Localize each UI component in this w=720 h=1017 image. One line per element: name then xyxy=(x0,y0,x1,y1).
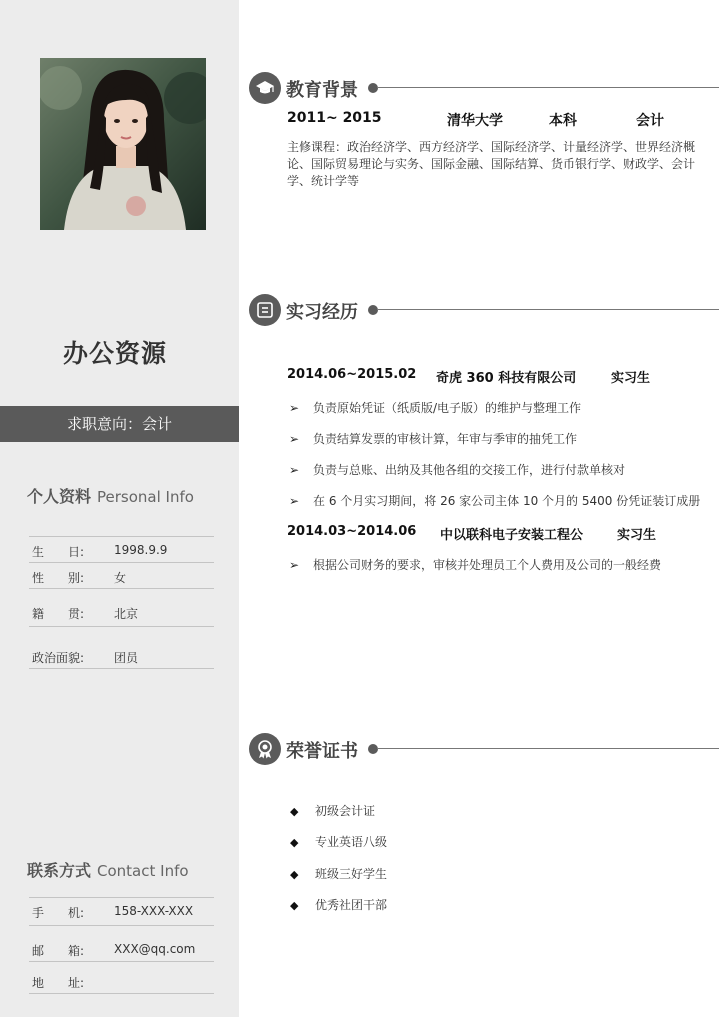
info-row-political-status xyxy=(29,643,214,669)
info-value: 女 xyxy=(114,571,127,585)
personal-info-title-en: Personal Info xyxy=(97,488,194,506)
info-value: 1998.9.9 xyxy=(114,543,168,557)
contact-info-title-cn: 联系方式 xyxy=(27,861,92,880)
job-intent-text: 求职意向：会计 xyxy=(66,415,172,433)
honors-title: 荣誉证书 xyxy=(286,741,358,762)
job-bullet-text: 负责结算发票的审核计算，年审与季审的抽凭工作 xyxy=(313,432,578,446)
info-label: 政治面貌: xyxy=(32,651,85,665)
honor-item xyxy=(290,802,375,819)
contact-label: 手 机: xyxy=(32,906,85,920)
arrow-bullet-icon: ➢ xyxy=(289,432,300,446)
job-bullet-text: 根据公司财务的要求，审核并处理员工个人费用及公司的一般经费 xyxy=(313,558,662,572)
info-row-birthday xyxy=(29,536,214,563)
contact-value: 158-XXX-XXX xyxy=(114,904,194,918)
job-role: 实习生 xyxy=(611,371,651,386)
honor-item xyxy=(290,896,387,913)
info-label: 生 日: xyxy=(32,545,85,559)
education-badge xyxy=(249,72,281,104)
contact-info-title-en: Contact Info xyxy=(97,862,189,880)
education-major: 会计 xyxy=(636,113,664,129)
education-degree: 本科 xyxy=(549,113,577,129)
internship-title: 实习经历 xyxy=(286,302,358,323)
education-years: 2011~ 2015 xyxy=(287,110,382,126)
candidate-name: 办公资源 xyxy=(62,339,167,368)
job-period: 2014.03~2014.06 xyxy=(287,524,417,539)
honor-text: 班级三好学生 xyxy=(315,867,388,881)
education-school: 清华大学 xyxy=(447,113,503,129)
job-company: 奇虎 360 科技有限公司 xyxy=(436,371,577,386)
job-intent-bar xyxy=(0,406,239,442)
graduation-cap-icon xyxy=(255,78,275,98)
arrow-bullet-icon: ➢ xyxy=(289,463,300,477)
honor-item xyxy=(290,865,387,882)
job-bullet-text: 在 6 个月实习期间，将 26 家公司主体 10 个月的 5400 份凭证装订成册 xyxy=(313,494,701,508)
job-company: 中以联科电子安装工程公 xyxy=(440,528,584,543)
arrow-bullet-icon: ➢ xyxy=(289,401,300,415)
job-role: 实习生 xyxy=(617,528,657,543)
honors-section-header xyxy=(249,733,719,765)
job-period: 2014.06~2015.02 xyxy=(287,367,417,382)
personal-info-heading xyxy=(27,484,194,507)
header-divider xyxy=(377,309,719,310)
job-bullet xyxy=(289,556,661,573)
header-dot xyxy=(368,83,378,93)
header-divider xyxy=(377,748,719,749)
arrow-bullet-icon: ➢ xyxy=(289,494,300,508)
info-value: 团员 xyxy=(114,651,139,665)
contact-info-heading xyxy=(27,858,189,881)
header-dot xyxy=(368,744,378,754)
contact-label: 地 址: xyxy=(32,976,85,990)
honor-text: 优秀社团干部 xyxy=(315,898,388,912)
contact-row-email xyxy=(29,936,214,962)
info-row-gender xyxy=(29,563,214,589)
arrow-bullet-icon: ➢ xyxy=(289,558,300,572)
info-value: 北京 xyxy=(114,607,139,621)
internship-section-header xyxy=(249,294,719,326)
job-bullet-text: 负责原始凭证（纸质版/电子版）的维护与整理工作 xyxy=(313,401,582,415)
job-bullet xyxy=(289,399,581,416)
job-bullet-text: 负责与总账、出纳及其他各组的交接工作，进行付款单核对 xyxy=(313,463,626,477)
header-dot xyxy=(368,305,378,315)
honor-text: 初级会计证 xyxy=(315,804,376,818)
profile-photo xyxy=(40,58,206,230)
medal-icon xyxy=(255,739,275,759)
briefcase-icon xyxy=(255,300,275,320)
info-label: 籍 贯: xyxy=(32,607,85,621)
honor-text: 专业英语八级 xyxy=(315,835,388,849)
job-bullet xyxy=(289,461,625,478)
sidebar xyxy=(0,0,239,1017)
diamond-bullet-icon: ◆ xyxy=(290,868,299,881)
education-section-header xyxy=(249,72,719,104)
contact-row-phone xyxy=(29,897,214,926)
contact-value: XXX@qq.com xyxy=(114,942,196,956)
internship-badge xyxy=(249,294,281,326)
diamond-bullet-icon: ◆ xyxy=(290,899,299,912)
education-title: 教育背景 xyxy=(286,80,358,101)
personal-info-title-cn: 个人资料 xyxy=(27,487,92,506)
job-bullet xyxy=(289,492,700,509)
honors-badge xyxy=(249,733,281,765)
job-bullet xyxy=(289,430,577,447)
info-label: 性 别: xyxy=(32,571,85,585)
profile-photo-image xyxy=(40,58,206,230)
honor-item xyxy=(290,833,387,850)
education-courses: 主修课程：政治经济学、西方经济学、国际经济学、计量经济学、世界经济概论、国际贸易理论与实务、国际金融、国际结算、货币银行学、财政学、会计学、统计学等 xyxy=(287,140,696,188)
diamond-bullet-icon: ◆ xyxy=(290,805,299,818)
contact-row-address xyxy=(29,968,214,994)
info-row-hometown xyxy=(29,599,214,627)
diamond-bullet-icon: ◆ xyxy=(290,836,299,849)
contact-label: 邮 箱: xyxy=(32,944,85,958)
header-divider xyxy=(377,87,719,88)
